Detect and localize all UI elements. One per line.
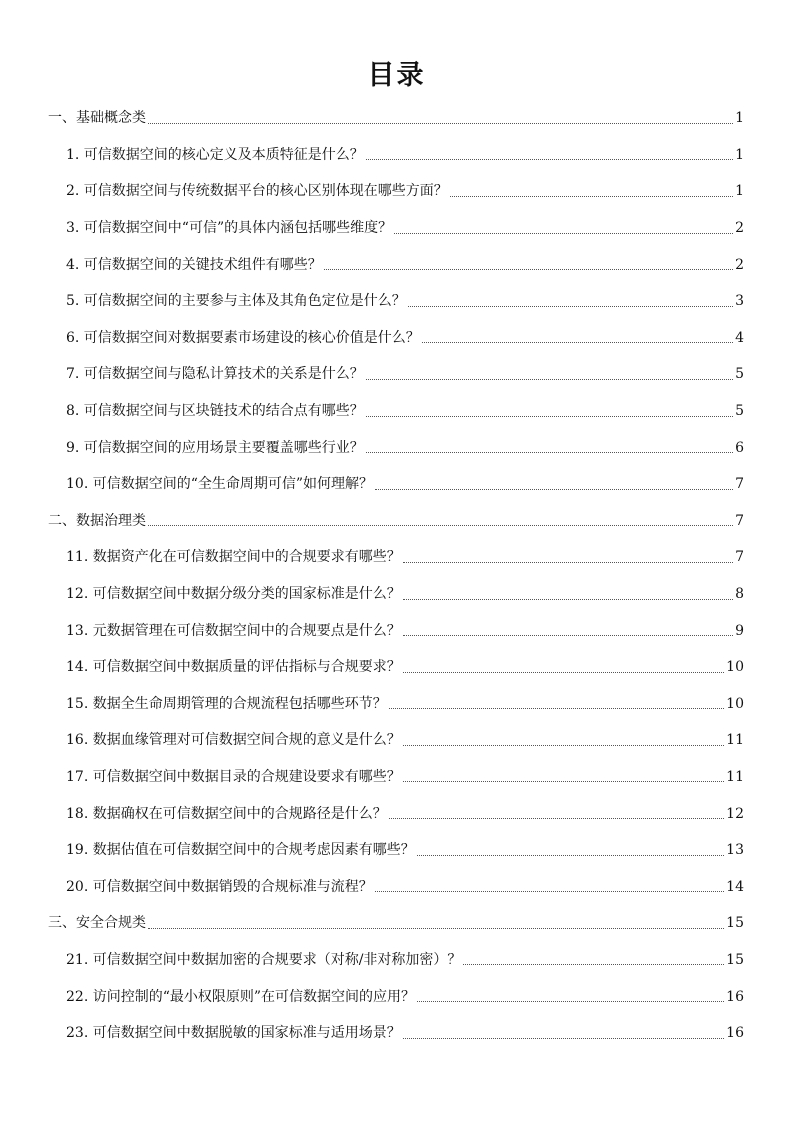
toc-entry-title: 2. 可信数据空间与传统数据平台的核心区别体现在哪些方面？ — [66, 183, 448, 200]
toc-page-number: 4 — [735, 329, 744, 346]
dot-leader — [148, 928, 724, 929]
toc-page-number: 1 — [735, 146, 744, 163]
dot-leader — [324, 269, 733, 270]
toc-item-entry[interactable] — [0, 868, 793, 905]
dot-leader — [403, 635, 733, 636]
toc-entry-title: 22. 访问控制的“最小权限原则”在可信数据空间的应用？ — [66, 988, 416, 1005]
dot-leader — [463, 964, 724, 965]
dot-leader — [375, 891, 724, 892]
toc-item-entry[interactable] — [0, 942, 793, 979]
toc-page-number: 9 — [735, 622, 744, 639]
toc-page-number: 15 — [726, 915, 744, 932]
toc-entry-title: 11. 数据资产化在可信数据空间中的合规要求有哪些？ — [66, 549, 401, 566]
toc-entry-title: 1. 可信数据空间的核心定义及本质特征是什么？ — [66, 146, 364, 163]
toc-entry-title: 10. 可信数据空间的“全生命周期可信”如何理解？ — [66, 476, 374, 493]
dot-leader — [403, 1038, 724, 1039]
toc-item-entry[interactable] — [0, 978, 793, 1015]
toc-entry-title: 三、安全合规类 — [48, 915, 146, 932]
toc-entry-title: 16. 数据血缘管理对可信数据空间合规的意义是什么？ — [66, 732, 401, 749]
dot-leader — [394, 233, 733, 234]
toc-page-number: 15 — [726, 951, 744, 968]
toc-item-entry[interactable] — [0, 320, 793, 357]
toc-entry-title: 23. 可信数据空间中数据脱敏的国家标准与适用场景？ — [66, 1025, 401, 1042]
dot-leader — [389, 708, 724, 709]
dot-leader — [366, 416, 733, 417]
toc-entry-title: 一、基础概念类 — [48, 110, 146, 127]
toc-page-number: 2 — [735, 256, 744, 273]
toc-page-number: 7 — [735, 476, 744, 493]
toc-item-entry[interactable] — [0, 356, 793, 393]
toc-item-entry[interactable] — [0, 722, 793, 759]
toc-page-number: 1 — [735, 183, 744, 200]
dot-leader — [403, 599, 733, 600]
dot-leader — [450, 196, 733, 197]
dot-leader — [403, 781, 724, 782]
toc-entry-title: 21. 可信数据空间中数据加密的合规要求（对称/非对称加密）？ — [66, 951, 462, 968]
toc-entry-title: 13. 元数据管理在可信数据空间中的合规要点是什么？ — [66, 622, 401, 639]
toc-item-entry[interactable] — [0, 246, 793, 283]
toc-item-entry[interactable] — [0, 759, 793, 796]
toc-item-entry[interactable] — [0, 832, 793, 869]
toc-page-number: 10 — [726, 695, 744, 712]
toc-page-number: 5 — [735, 366, 744, 383]
dot-leader — [366, 452, 733, 453]
toc-entry-title: 9. 可信数据空间的应用场景主要覆盖哪些行业？ — [66, 439, 364, 456]
toc-item-entry[interactable] — [0, 210, 793, 247]
toc-entry-title: 15. 数据全生命周期管理的合规流程包括哪些环节？ — [66, 695, 387, 712]
toc-page-number: 1 — [735, 110, 744, 127]
dot-leader — [148, 525, 733, 526]
toc-entry-title: 二、数据治理类 — [48, 512, 146, 529]
table-of-contents — [0, 100, 793, 1051]
toc-page-number: 14 — [726, 878, 744, 895]
toc-page-number: 16 — [726, 988, 744, 1005]
toc-item-entry[interactable] — [0, 576, 793, 613]
dot-leader — [422, 342, 733, 343]
dot-leader — [366, 159, 733, 160]
dot-leader — [417, 1001, 724, 1002]
dot-leader — [148, 123, 733, 124]
toc-section-entry[interactable] — [0, 503, 793, 540]
page-title: 目录 — [367, 60, 426, 91]
toc-entry-title: 5. 可信数据空间的主要参与主体及其角色定位是什么？ — [66, 293, 406, 310]
toc-page-number: 6 — [735, 439, 744, 456]
toc-page-number: 2 — [735, 220, 744, 237]
toc-item-entry[interactable] — [0, 429, 793, 466]
toc-page-number: 7 — [735, 549, 744, 566]
toc-entry-title: 12. 可信数据空间中数据分级分类的国家标准是什么？ — [66, 586, 401, 603]
toc-section-entry[interactable] — [0, 905, 793, 942]
toc-page-number: 11 — [726, 768, 744, 785]
toc-entry-title: 18. 数据确权在可信数据空间中的合规路径是什么？ — [66, 805, 387, 822]
dot-leader — [375, 489, 733, 490]
dot-leader — [403, 745, 724, 746]
toc-item-entry[interactable] — [0, 283, 793, 320]
dot-leader — [366, 379, 733, 380]
dot-leader — [408, 306, 733, 307]
toc-item-entry[interactable] — [0, 393, 793, 430]
toc-page-number: 7 — [735, 512, 744, 529]
toc-item-entry[interactable] — [0, 795, 793, 832]
dot-leader — [403, 672, 724, 673]
toc-section-entry[interactable] — [0, 100, 793, 137]
toc-entry-title: 7. 可信数据空间与隐私计算技术的关系是什么？ — [66, 366, 364, 383]
toc-item-entry[interactable] — [0, 173, 793, 210]
dot-leader — [389, 818, 724, 819]
toc-entry-title: 4. 可信数据空间的关键技术组件有哪些？ — [66, 256, 322, 273]
toc-page-number: 12 — [726, 805, 744, 822]
toc-item-entry[interactable] — [0, 137, 793, 174]
toc-item-entry[interactable] — [0, 539, 793, 576]
toc-item-entry[interactable] — [0, 612, 793, 649]
toc-item-entry[interactable] — [0, 466, 793, 503]
toc-page-number: 3 — [735, 293, 744, 310]
dot-leader — [403, 562, 733, 563]
toc-entry-title: 20. 可信数据空间中数据销毁的合规标准与流程？ — [66, 878, 373, 895]
toc-entry-title: 6. 可信数据空间对数据要素市场建设的核心价值是什么？ — [66, 329, 420, 346]
toc-entry-title: 14. 可信数据空间中数据质量的评估指标与合规要求？ — [66, 659, 401, 676]
toc-item-entry[interactable] — [0, 649, 793, 686]
toc-page-number: 16 — [726, 1025, 744, 1042]
toc-entry-title: 3. 可信数据空间中“可信”的具体内涵包括哪些维度？ — [66, 220, 393, 237]
toc-entry-title: 17. 可信数据空间中数据目录的合规建设要求有哪些？ — [66, 768, 401, 785]
toc-page-number: 8 — [735, 586, 744, 603]
toc-item-entry[interactable] — [0, 686, 793, 723]
toc-page-number: 11 — [726, 732, 744, 749]
toc-entry-title: 19. 数据估值在可信数据空间中的合规考虑因素有哪些？ — [66, 842, 415, 859]
dot-leader — [417, 855, 724, 856]
toc-item-entry[interactable] — [0, 1015, 793, 1052]
toc-page-number: 5 — [735, 403, 744, 420]
toc-page-number: 10 — [726, 659, 744, 676]
toc-page-number: 13 — [726, 842, 744, 859]
toc-entry-title: 8. 可信数据空间与区块链技术的结合点有哪些？ — [66, 403, 364, 420]
